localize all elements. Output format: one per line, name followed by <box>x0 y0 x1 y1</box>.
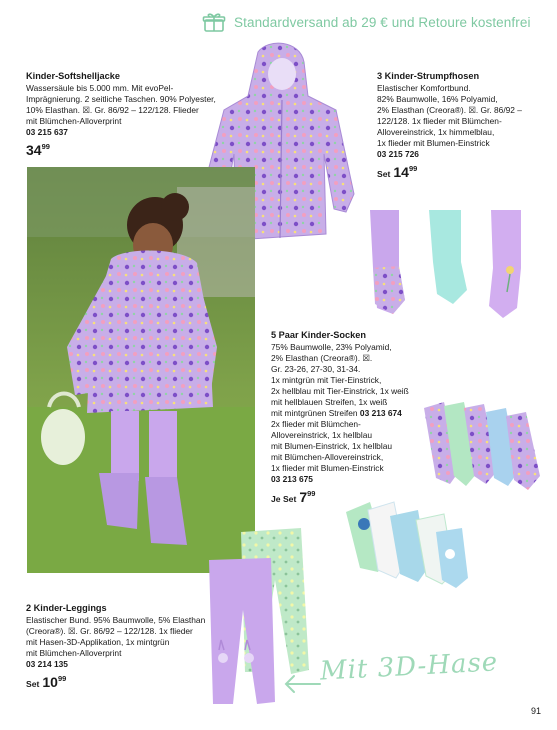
product-description: Elastischer Komfortbund. 82% Baumwolle, 16% Polyamid, 2% Elasthan (Creora®). ☒. Gr. 86/92 – 122/128. 1x flieder mit Blümchen- Allovereinstrick, 1x himmelblau, 1x flieder mit Blumen-Einstrick <box>377 83 522 148</box>
product-leggings <box>26 603 226 690</box>
gift-box-icon <box>202 12 226 32</box>
product-title: Kinder-Softshelljacke <box>26 71 120 81</box>
product-title: 5 Paar Kinder-Socken <box>271 330 366 340</box>
socks-pack-image <box>342 498 472 590</box>
price: Je Set $7^{99}$ <box>271 489 316 505</box>
tights-product-image <box>365 208 530 320</box>
article-number: 03 214 135 <box>26 659 68 669</box>
product-description: Elastischer Bund. 95% Baumwolle, 5% Elasthan (Creora®). ☒. Gr. 86/92 – 122/128. 1x flieder mit Hasen-3D-Applikation, 1x mintgrün mit Blümchen-Alloverprint <box>26 615 206 658</box>
product-description-2: 2x flieder mit Blümchen- Allovereinstrick, 1x hellblau mit Blumen-Einstrick, 1x hellblau mit Blümchen-Allovereinstrick, 1x flieder mit Blumen-Einstrick <box>271 419 393 473</box>
page-number: 91 <box>530 706 541 716</box>
product-socks <box>271 330 431 505</box>
price: Set $14^{99}$ <box>377 164 418 180</box>
product-description: 75% Baumwolle, 23% Polyamid, 2% Elasthan (Creora®). ☒. Gr. 23-26, 27-30, 31-34. 1x mintgrün mit Tier-Einstrick, 2x hellblau mit Tier-Einstrick, 1x weiß mit hellblauen Streifen, 1x weiß mit mintgrünen Streifen 03 213 674 <box>271 342 409 418</box>
shipping-banner <box>202 12 552 32</box>
article-number: 03 215 637 <box>26 127 68 137</box>
shipping-banner-text: Standardversand ab 29 € und Retoure kostenfrei <box>234 14 531 30</box>
product-title: 3 Kinder-Strumpfhosen <box>377 71 480 81</box>
product-title: 2 Kinder-Leggings <box>26 603 107 613</box>
article-number: 03 213 675 <box>271 474 313 484</box>
article-number: 03 215 726 <box>377 149 419 159</box>
price: $34^{99}$ <box>26 142 50 158</box>
product-description: Wassersäule bis 5.000 mm. Mit evoPel- Imprägnierung. 2 seitliche Taschen. 90% Polyester, 10% Elasthan. ☒. Gr. 86/92 – 122/128. Flieder mit Blümchen-Alloverprint <box>26 83 216 126</box>
child-photo <box>27 167 255 573</box>
socks-product-image <box>420 398 552 498</box>
article-number: 03 213 674 <box>359 408 402 418</box>
price: Set $10^{99}$ <box>26 674 67 690</box>
arrow-icon <box>282 670 322 694</box>
callout-3d-hase: Mit 3D-Hase <box>319 647 499 687</box>
product-tights <box>377 71 547 180</box>
